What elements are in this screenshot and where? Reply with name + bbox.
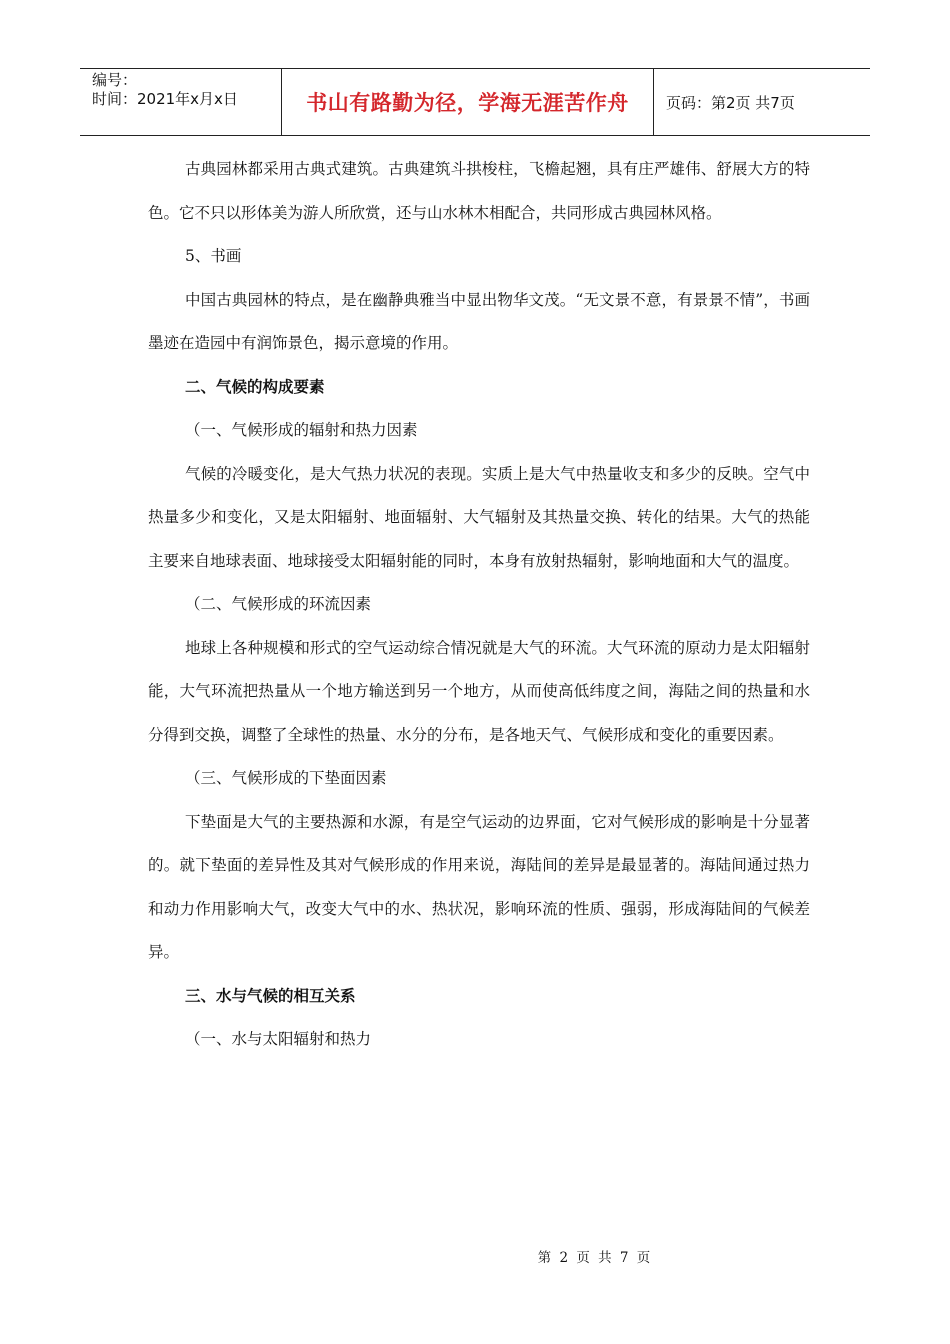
paragraph-radiation: 气候的冷暖变化，是大气热力状况的表现。实质上是大气中热量收支和多少的反映。空气中热量多少和变化，又是太阳辐射、地面辐射、大气辐射及其热量交换、转化的结果。大气的热能主要来自地球表面、地球接受太阳辐射能的同时，本身有放射热辐射，影响地面和大气的温度。: [148, 464, 810, 570]
header-meta: [80, 69, 282, 135]
document-date: 时间：2021年x月x日: [92, 90, 238, 108]
section-heading-climate-elements: 二、气候的构成要素: [185, 377, 325, 396]
paragraph-architecture: 古典园林都采用古典式建筑。古典建筑斗拱梭柱，飞檐起翘，具有庄严雄伟、舒展大方的特色。它不只以形体美为游人所欣赏，还与山水林木相配合，共同形成古典园林风格。: [148, 160, 810, 222]
page-footer: 第 2 页 共 7 页: [537, 1250, 653, 1266]
subheading-water-radiation: （一、水与太阳辐射和热力: [185, 1030, 372, 1048]
paragraph-circulation: 地球上各种规模和形式的空气运动综合情况就是大气的环流。大气环流的原动力是太阳辐射能，大气环流把热量从一个地方输送到另一个地方，从而使高低纬度之间，海陆之间的热量和水分得到交换，调整了全球性的热量、水分的分布，是各地天气、气候形成和变化的重要因素。: [148, 638, 810, 744]
document-number-label: 编号：: [92, 71, 138, 89]
header-page-code: 页码：第2页 共7页: [666, 93, 795, 112]
paragraph-calligraphy: 中国古典园林的特点，是在幽静典雅当中显出物华文茂。“无文景不意，有景景不情”，书画墨迹在造园中有润饰景色，揭示意境的作用。: [148, 290, 810, 352]
subheading-circulation: （二、气候形成的环流因素: [185, 595, 372, 613]
section-heading-water-climate: 三、水与气候的相互关系: [185, 986, 356, 1005]
subheading-radiation: （一、气候形成的辐射和热力因素: [185, 421, 418, 439]
section-heading-calligraphy: 5、书画: [185, 247, 242, 265]
document-body: [148, 148, 810, 1062]
page-header: [80, 68, 870, 136]
subheading-underlying-surface: （三、气候形成的下垫面因素: [185, 769, 387, 787]
header-motto: 书山有路勤为径，学海无涯苦作舟: [282, 69, 654, 135]
paragraph-underlying-surface: 下垫面是大气的主要热源和水源，有是空气运动的边界面，它对气候形成的影响是十分显著的。就下垫面的差异性及其对气候形成的作用来说，海陆间的差异是最显著的。海陆间通过热力和动力作用影响大气，改变大气中的水、热状况，影响环流的性质、强弱，形成海陆间的气候差异。: [148, 812, 810, 961]
